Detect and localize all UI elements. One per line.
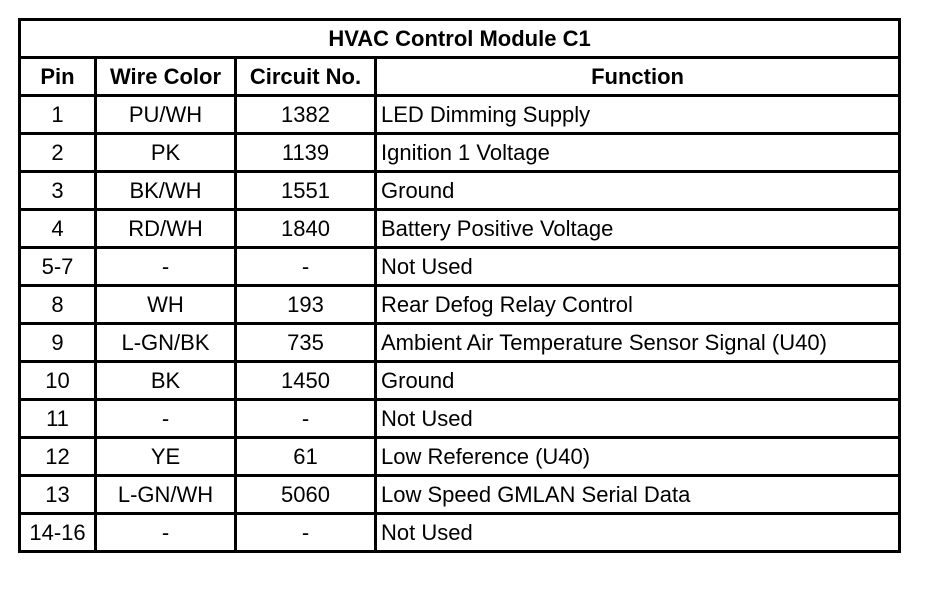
cell-function: Battery Positive Voltage [376,210,900,248]
cell-pin: 10 [20,362,96,400]
table-title-row [20,20,900,58]
connector-pinout-table [18,18,901,553]
table-title: HVAC Control Module C1 [20,20,900,58]
cell-wire-color: - [96,400,236,438]
cell-pin: 1 [20,96,96,134]
cell-pin: 13 [20,476,96,514]
cell-wire-color: YE [96,438,236,476]
cell-pin: 3 [20,172,96,210]
table-row [20,172,900,210]
cell-wire-color: WH [96,286,236,324]
cell-wire-color: BK [96,362,236,400]
cell-wire-color: L-GN/BK [96,324,236,362]
table-body [20,96,900,552]
table-row [20,134,900,172]
table-row [20,476,900,514]
cell-circuit-no: 735 [236,324,376,362]
cell-wire-color: BK/WH [96,172,236,210]
cell-circuit-no: 193 [236,286,376,324]
cell-function: Ambient Air Temperature Sensor Signal (U40) [376,324,900,362]
cell-circuit-no: - [236,514,376,552]
table-header-row [20,58,900,96]
table-row [20,400,900,438]
cell-circuit-no: 61 [236,438,376,476]
cell-function: Low Reference (U40) [376,438,900,476]
header-wire-color: Wire Color [96,58,236,96]
cell-wire-color: - [96,248,236,286]
cell-circuit-no: - [236,400,376,438]
table-row [20,514,900,552]
cell-circuit-no: 1551 [236,172,376,210]
header-function: Function [376,58,900,96]
cell-wire-color: PK [96,134,236,172]
cell-function: Low Speed GMLAN Serial Data [376,476,900,514]
cell-function: Ground [376,172,900,210]
cell-function: Rear Defog Relay Control [376,286,900,324]
header-pin: Pin [20,58,96,96]
table-row [20,438,900,476]
table-row [20,362,900,400]
cell-pin: 4 [20,210,96,248]
cell-pin: 12 [20,438,96,476]
header-circuit-no: Circuit No. [236,58,376,96]
cell-pin: 2 [20,134,96,172]
cell-pin: 9 [20,324,96,362]
cell-function: Not Used [376,248,900,286]
cell-function: Not Used [376,400,900,438]
cell-circuit-no: 1450 [236,362,376,400]
cell-function: Ignition 1 Voltage [376,134,900,172]
cell-function: Not Used [376,514,900,552]
cell-wire-color: RD/WH [96,210,236,248]
table-row [20,210,900,248]
cell-circuit-no: 1139 [236,134,376,172]
cell-pin: 14-16 [20,514,96,552]
cell-wire-color: L-GN/WH [96,476,236,514]
cell-pin: 8 [20,286,96,324]
cell-circuit-no: - [236,248,376,286]
table-row [20,96,900,134]
cell-pin: 11 [20,400,96,438]
cell-circuit-no: 1840 [236,210,376,248]
cell-circuit-no: 5060 [236,476,376,514]
cell-wire-color: PU/WH [96,96,236,134]
table-row [20,248,900,286]
cell-circuit-no: 1382 [236,96,376,134]
cell-function: Ground [376,362,900,400]
table-row [20,286,900,324]
cell-pin: 5-7 [20,248,96,286]
cell-wire-color: - [96,514,236,552]
table-row [20,324,900,362]
cell-function: LED Dimming Supply [376,96,900,134]
